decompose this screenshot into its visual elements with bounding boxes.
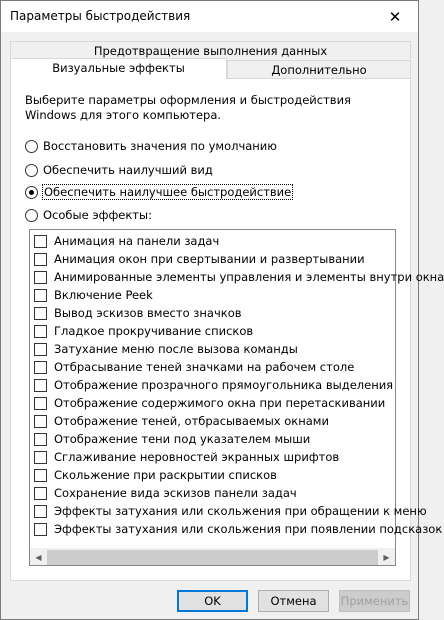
checkbox[interactable] bbox=[34, 487, 47, 500]
effect-label: Отображение прозрачного прямоугольника выделения bbox=[54, 378, 394, 392]
tab-data-execution-prevention[interactable] bbox=[10, 41, 411, 59]
radio-best-appearance[interactable] bbox=[25, 162, 213, 178]
radio-custom[interactable] bbox=[25, 207, 152, 223]
effect-label: Эффекты затухания или скольжения при появлении подсказок bbox=[54, 522, 443, 536]
checkbox[interactable] bbox=[34, 415, 47, 428]
window-title: Параметры быстродействия bbox=[10, 9, 191, 23]
effect-item[interactable] bbox=[30, 484, 395, 502]
effect-item[interactable] bbox=[30, 286, 395, 304]
effect-item[interactable] bbox=[30, 232, 395, 250]
checkbox[interactable] bbox=[34, 253, 47, 266]
effect-label: Отображение содержимого окна при перетаскивании bbox=[54, 396, 386, 410]
radio-restore-defaults[interactable] bbox=[25, 138, 277, 154]
effect-label: Скольжение при раскрытии списков bbox=[54, 468, 277, 482]
arrow-left-icon[interactable]: ◀ bbox=[35, 553, 42, 562]
apply-button[interactable]: Применить bbox=[339, 590, 410, 612]
checkbox[interactable] bbox=[34, 469, 47, 482]
tab-visual-effects[interactable] bbox=[10, 58, 227, 79]
effect-item[interactable] bbox=[30, 304, 395, 322]
effects-list[interactable] bbox=[29, 229, 444, 566]
effect-label: Анимация окон при свертывании и развертывании bbox=[54, 252, 365, 266]
title-bar bbox=[1, 1, 418, 32]
radio-button[interactable] bbox=[25, 209, 38, 222]
checkbox[interactable] bbox=[34, 343, 47, 356]
effect-item[interactable] bbox=[30, 250, 395, 268]
effect-label: Отображение теней, отбрасываемых окнами bbox=[54, 414, 329, 428]
arrow-right-icon[interactable]: ▶ bbox=[383, 553, 390, 562]
effect-label: Сглаживание неровностей экранных шрифтов bbox=[54, 450, 340, 464]
radio-label: Особые эффекты: bbox=[43, 208, 152, 222]
checkbox[interactable] bbox=[34, 289, 47, 302]
tab-label: Дополнительно bbox=[271, 63, 367, 77]
checkbox[interactable] bbox=[34, 523, 47, 536]
effect-item[interactable] bbox=[30, 358, 395, 376]
checkbox[interactable] bbox=[34, 271, 47, 284]
checkbox[interactable] bbox=[34, 451, 47, 464]
radio-button-selected[interactable] bbox=[25, 186, 38, 199]
checkbox[interactable] bbox=[34, 397, 47, 410]
effect-label: Затухание меню после вызова команды bbox=[54, 342, 298, 356]
checkbox[interactable] bbox=[34, 379, 47, 392]
effect-label: Эффекты затухания или скольжения при обращении к меню bbox=[54, 504, 427, 518]
ok-button[interactable]: OK bbox=[177, 590, 248, 612]
tab-label: Визуальные эффекты bbox=[52, 61, 185, 75]
description-text: Выберите параметры оформления и быстродействия Windows для этого компьютера. bbox=[25, 93, 351, 122]
radio-button[interactable] bbox=[25, 164, 38, 177]
tab-label: Предотвращение выполнения данных bbox=[93, 44, 328, 58]
effect-label: Вывод эскизов вместо значков bbox=[54, 306, 242, 320]
effect-item[interactable] bbox=[30, 322, 395, 340]
effect-label: Отбрасывание теней значками на рабочем столе bbox=[54, 360, 355, 374]
effect-item[interactable] bbox=[30, 340, 395, 358]
radio-label: Обеспечить наилучший вид bbox=[43, 163, 213, 177]
effect-item[interactable] bbox=[30, 466, 395, 484]
effect-label: Сохранение вида эскизов панели задач bbox=[54, 486, 297, 500]
checkbox[interactable] bbox=[34, 325, 47, 338]
effect-item[interactable] bbox=[30, 268, 444, 286]
scrollbar-thumb[interactable] bbox=[47, 550, 378, 565]
radio-best-performance[interactable] bbox=[25, 184, 292, 200]
effect-item[interactable] bbox=[30, 502, 427, 520]
effect-item[interactable] bbox=[30, 520, 443, 538]
radio-label: Восстановить значения по умолчанию bbox=[43, 139, 277, 153]
visual-effects-panel bbox=[10, 78, 444, 581]
checkbox[interactable] bbox=[34, 235, 47, 248]
close-icon[interactable]: ✕ bbox=[388, 7, 402, 26]
cancel-button[interactable]: Отмена bbox=[258, 590, 329, 612]
radio-button[interactable] bbox=[25, 140, 38, 153]
effect-item[interactable] bbox=[30, 430, 395, 448]
radio-label: Обеспечить наилучшее быстродействие bbox=[44, 185, 292, 199]
checkbox[interactable] bbox=[34, 433, 47, 446]
effects-items bbox=[30, 232, 444, 538]
checkbox[interactable] bbox=[34, 505, 47, 518]
effect-item[interactable] bbox=[30, 394, 395, 412]
effect-label: Анимация на панели задач bbox=[54, 234, 220, 248]
effect-label: Гладкое прокручивание списков bbox=[54, 324, 254, 338]
effect-label: Анимированные элементы управления и элементы внутри окна bbox=[54, 270, 444, 284]
effect-item[interactable] bbox=[30, 412, 395, 430]
checkbox[interactable] bbox=[34, 307, 47, 320]
effect-label: Включение Peek bbox=[54, 288, 153, 302]
effect-label: Отображение тени под указателем мыши bbox=[54, 432, 311, 446]
checkbox[interactable] bbox=[34, 361, 47, 374]
horizontal-scrollbar[interactable] bbox=[30, 548, 395, 565]
tab-advanced[interactable] bbox=[227, 60, 411, 79]
effect-item[interactable] bbox=[30, 376, 395, 394]
effect-item[interactable] bbox=[30, 448, 395, 466]
